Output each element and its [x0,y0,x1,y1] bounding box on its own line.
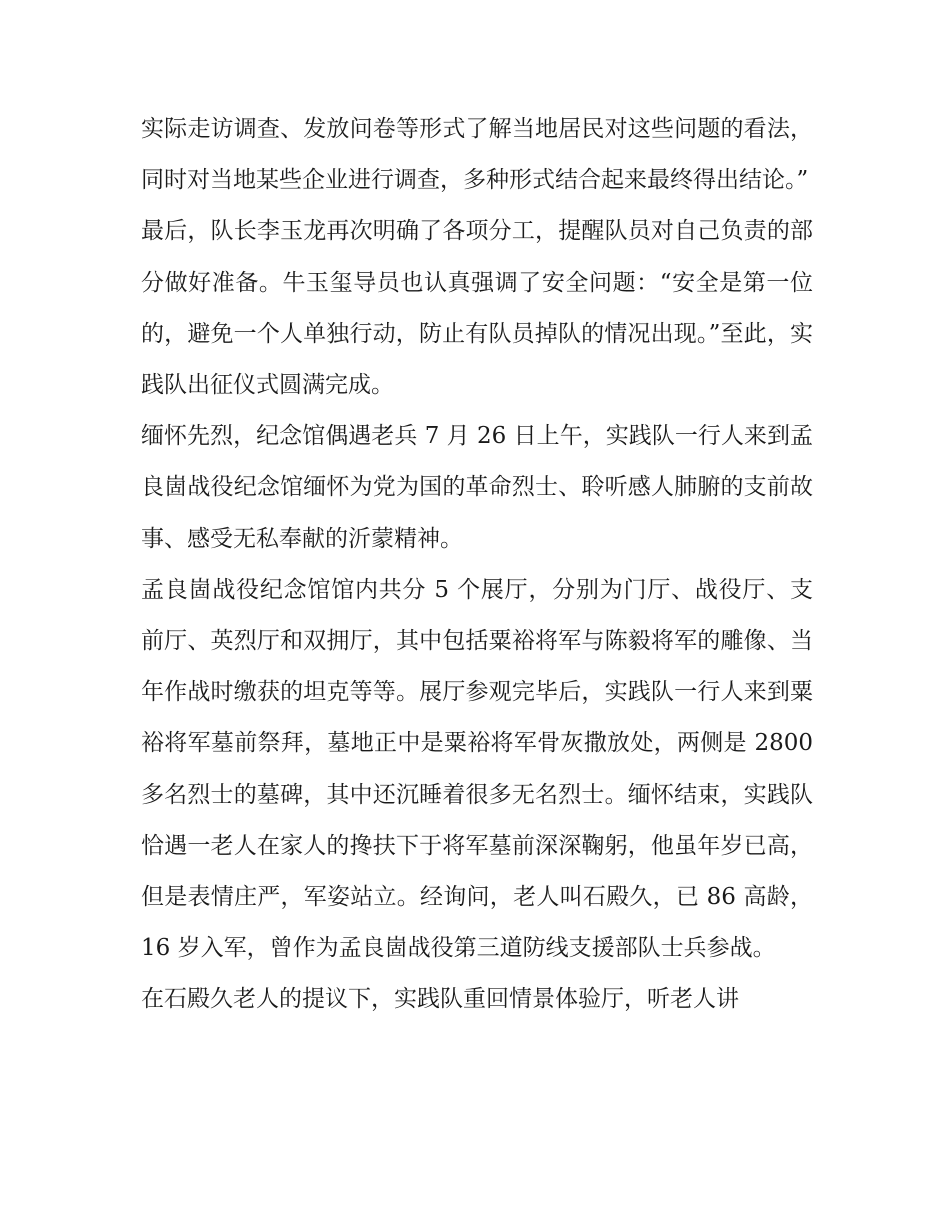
paragraph-3: 缅怀先烈，纪念馆偶遇老兵 7 月 26 日上午，实践队一行人来到孟良崮战役纪念馆缅怀为党为国的革命烈士、聆听感人肺腑的支前故事、感受无私奉献的沂蒙精神。 [141,423,813,552]
paragraph-5: 在石殿久老人的提议下，实践队重回情景体验厅，听老人讲 [141,986,739,1013]
paragraph-2: 最后，队长李玉龙再次明确了各项分工，提醒队员对自己负责的部分做好准备。牛玉玺导员也认真强调了安全问题：“安全是第一位的，避免一个人单独行动，防止有队员掉队的情况出现。”至此，实践队出征仪式圆满完成。 [141,218,813,399]
paragraph-1: 实际走访调查、发放问卷等形式了解当地居民对这些问题的看法，同时对当地某些企业进行调查，多种形式结合起来最终得出结论。” [141,116,813,194]
document-body [141,104,813,1026]
paragraph-4: 孟良崮战役纪念馆馆内共分 5 个展厅，分别为门厅、战役厅、支前厅、英烈厅和双拥厅，其中包括粟裕将军与陈毅将军的雕像、当年作战时缴获的坦克等等。展厅参观完毕后，实践队一行人来到粟裕将军墓前祭拜，墓地正中是粟裕将军骨灰撒放处，两侧是 2800 多名烈士的墓碑，其中还沉睡着很多无名烈士。缅怀结束，实践队恰遇一老人在家人的搀扶下于将军墓前深深鞠躬，他虽年岁已高，但是表情庄严，军姿站立。经询问，老人叫石殿久，已 86 高龄，16 岁入军，曾作为孟良崮战役第三道防线支援部队士兵参战。 [141,576,813,962]
